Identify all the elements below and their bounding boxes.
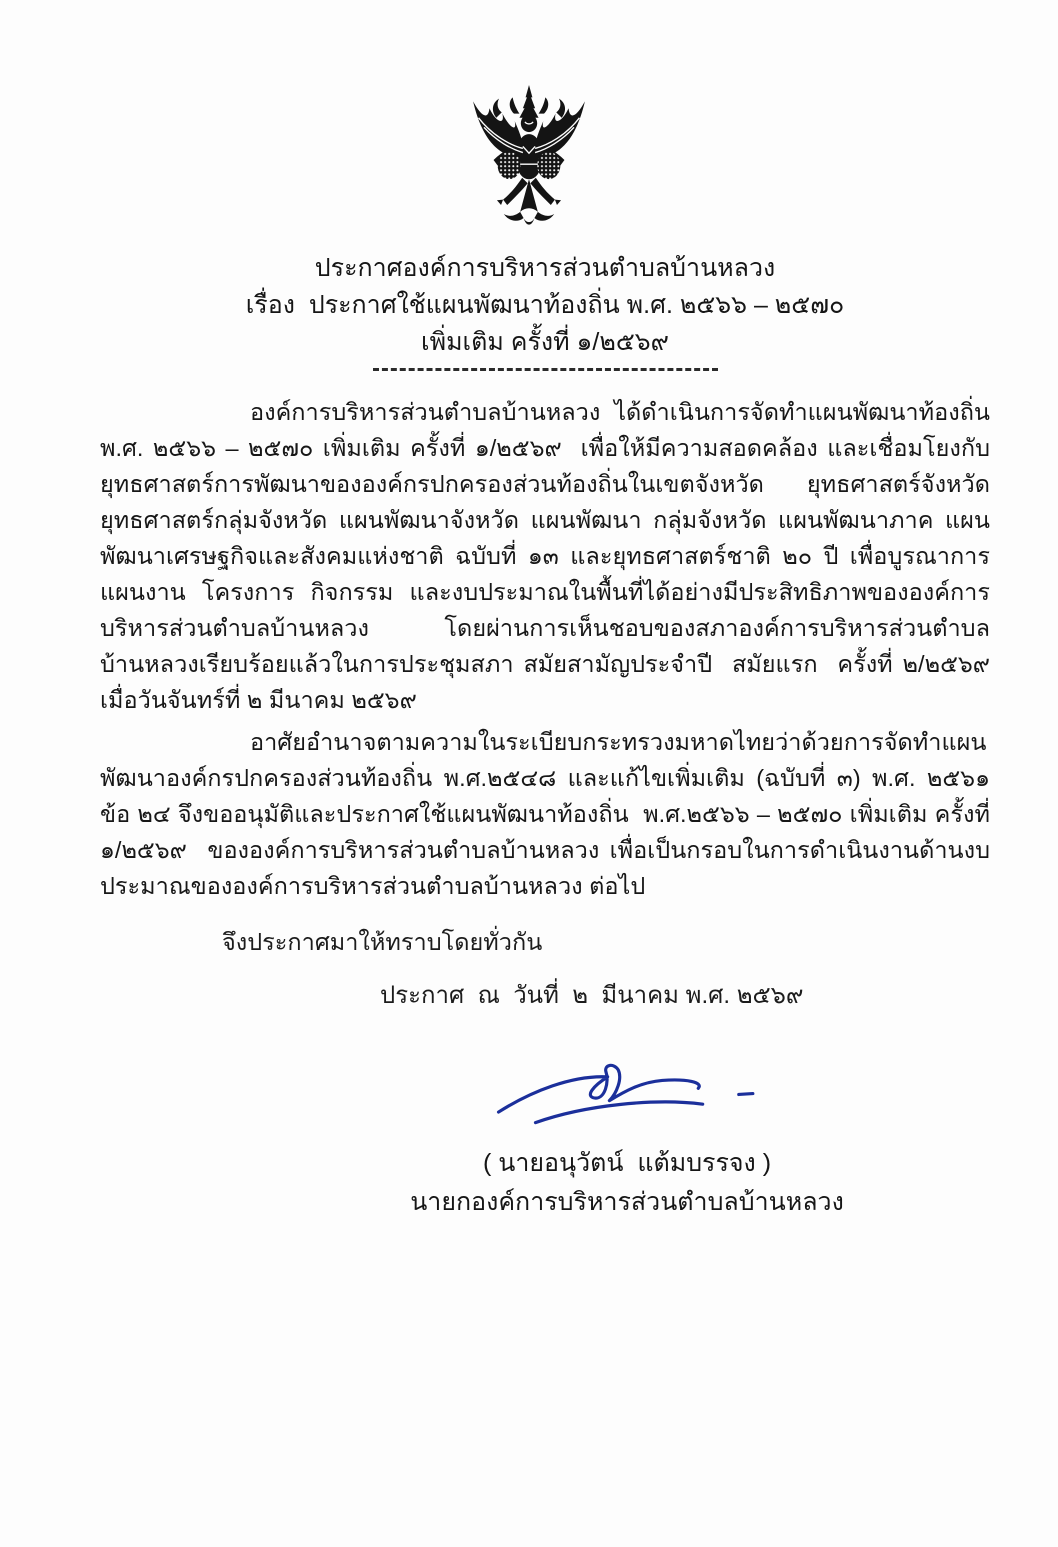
signer-title: นายกองค์การบริหารส่วนตำบลบ้านหลวง xyxy=(410,1188,844,1216)
signature-image xyxy=(472,1054,782,1142)
garuda-emblem-icon xyxy=(454,82,604,234)
subject-line: เรื่อง ประกาศใช้แผนพัฒนาท้องถิ่น พ.ศ. ๒๕๖๖ – ๒๕๗๐ xyxy=(245,291,845,319)
document-content xyxy=(100,250,997,1219)
edition-line: เพิ่มเติม ครั้งที่ ๑/๒๕๖๙ xyxy=(421,328,669,356)
dashed-divider xyxy=(373,368,718,371)
paragraph-1: องค์การบริหารส่วนตำบลบ้านหลวง ได้ดำเนินการจัดทำแผนพัฒนาท้องถิ่น พ.ศ. ๒๕๖๖ – ๒๕๗๐ เพิ่มเติม ครั้งที่ ๑/๒๕๖๙ เพื่อให้มีความสอดคล้อง และเชื่อมโยงกับยุทธศาสตร์การพัฒนาขององค์กรปกครองส่วนท้องถิ่นในเขตจังหวัด ยุทธศาสตร์จังหวัด ยุทธศาสตร์กลุ่มจังหวัด แผนพัฒนาจังหวัด แผนพัฒนา กลุ่มจังหวัด แผนพัฒนาภาค แผนพัฒนาเศรษฐกิจและสังคมแห่งชาติ ฉบับที่ ๑๓ และยุทธศาสตร์ชาติ ๒๐ ปี เพื่อบูรณาการแผนงาน โครงการ กิจกรรม และงบประมาณในพื้นที่ได้อย่างมีประสิทธิภาพขององค์การบริหารส่วนตำบลบ้านหลวง โดยผ่านการเห็นชอบของสภาองค์การบริหารส่วนตำบลบ้านหลวงเรียบร้อยแล้วในการประชุมสภา สมัยสามัญประจำปี สมัยแรก ครั้งที่ ๒/๒๕๖๙ เมื่อวันจันทร์ที่ ๒ มีนาคม ๒๕๖๙ xyxy=(100,399,997,713)
date-line: ประกาศ ณ วันที่ ๒ มีนาคม พ.ศ. ๒๕๖๙ xyxy=(380,982,804,1009)
document-title: ประกาศองค์การบริหารส่วนตำบลบ้านหลวง xyxy=(314,254,776,282)
signature-strokes xyxy=(499,1065,753,1122)
emblem-container xyxy=(0,0,1058,234)
paragraph-2: อาศัยอำนาจตามความในระเบียบกระทรวงมหาดไทยว่าด้วยการจัดทำแผนพัฒนาองค์กรปกครองส่วนท้องถิ่น พ.ศ.๒๕๔๘ และแก้ไขเพิ่มเติม (ฉบับที่ ๓) พ.ศ. ๒๕๖๑ ข้อ ๒๔ จึงขออนุมัติและประกาศใช้แผนพัฒนาท้องถิ่น พ.ศ.๒๕๖๖ – ๒๕๗๐ เพิ่มเติม ครั้งที่ ๑/๒๕๖๙ ขององค์การบริหารส่วนตำบลบ้านหลวง เพื่อเป็นกรอบในการดำเนินงานด้านงบประมาณขององค์การบริหารส่วนตำบลบ้านหลวง ต่อไป xyxy=(100,729,997,899)
signer-name: ( นายอนุวัตน์ แต้มบรรจง ) xyxy=(482,1149,772,1177)
signature-block xyxy=(407,1054,847,1219)
title-block xyxy=(100,250,990,361)
closing-line: จึงประกาศมาให้ทราบโดยทั่วกัน xyxy=(222,929,543,955)
